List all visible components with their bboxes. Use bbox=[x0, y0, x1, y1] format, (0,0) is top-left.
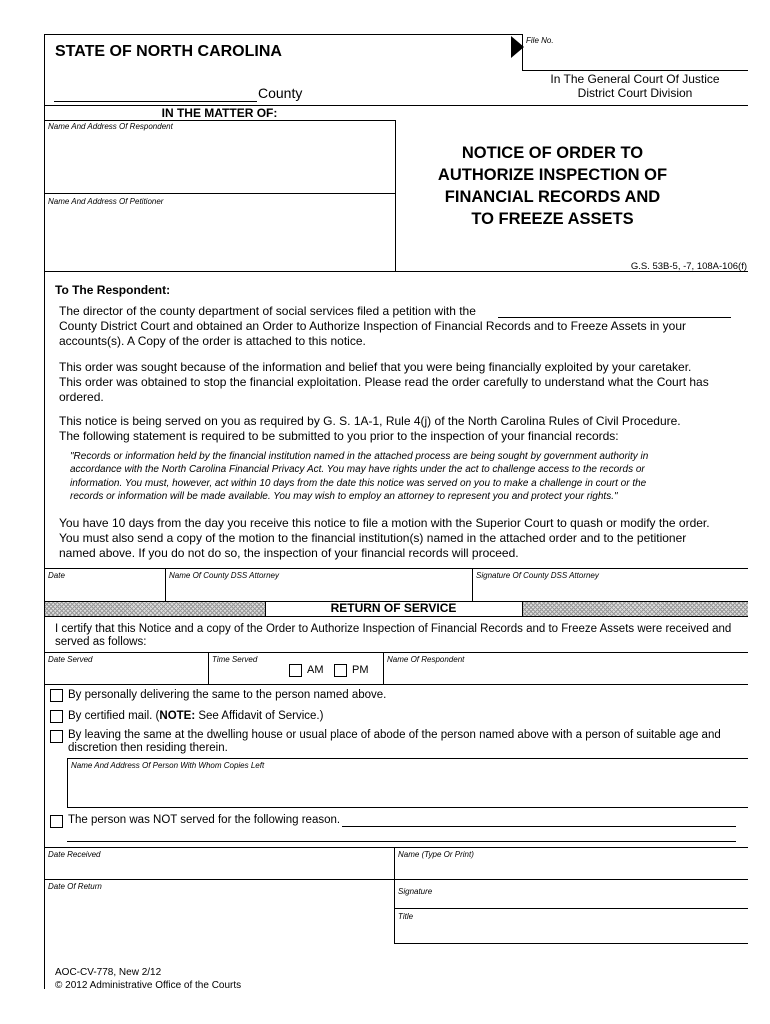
quote-line-3: information. You must, however, act within 10 days from the date this notice was served on you to make a challenge in court or the bbox=[70, 477, 647, 489]
in-the-matter-of: IN THE MATTER OF: bbox=[161, 106, 278, 120]
top-border bbox=[44, 34, 522, 35]
note-label: NOTE: bbox=[159, 710, 196, 722]
quote-line-1: "Records or information held by the financial institution named in the attached process are being sought by government authority in bbox=[70, 451, 649, 462]
name-respondent-field[interactable] bbox=[387, 666, 745, 682]
date-field[interactable] bbox=[48, 582, 162, 599]
p4-line1: You have 10 days from the day you receive this notice to file a motion with the Superior Court to quash or modify the order. bbox=[59, 516, 710, 530]
privacy-quote bbox=[70, 450, 648, 503]
quote-line-4: records or information will be made available. You may wish to employ an attorney to represent you and protect your rights." bbox=[70, 490, 618, 502]
to-respondent: To The Respondent: bbox=[55, 283, 171, 297]
copies-left-field[interactable] bbox=[71, 772, 745, 804]
shade-left bbox=[45, 602, 265, 616]
dss-attorney-name-label: Name Of County DSS Attorney bbox=[169, 571, 279, 580]
county-name-field[interactable] bbox=[498, 303, 731, 317]
quote-line-2: accordance with the North Carolina Financial Privacy Act. You may have rights under the act to challenge access to the records or bbox=[70, 464, 645, 476]
p2-line2: This order was obtained to stop the financial exploitation. Please read the order carefully to understand what the Court has bbox=[59, 375, 709, 389]
dss-attorney-sig-field[interactable] bbox=[476, 582, 746, 599]
return-of-service-heading: RETURN OF SERVICE bbox=[330, 601, 457, 615]
p4-line2: You must also send a copy of the motion to the financial institution(s) named in the attached order and to the petitioner bbox=[59, 531, 687, 545]
state-heading: STATE OF NORTH CAROLINA bbox=[55, 43, 282, 60]
date-return-label: Date Of Return bbox=[48, 882, 102, 891]
title-line-2: AUTHORIZE INSPECTION OF bbox=[437, 166, 668, 184]
abode-line-1: By leaving the same at the dwelling house or usual place of abode of the person named above with a person of suitable age and bbox=[68, 729, 721, 741]
file-no-bottom bbox=[522, 70, 748, 71]
p3-line2: The following statement is required to be submitted to you prior to the inspection of your financial records: bbox=[59, 429, 619, 443]
dss-attorney-name-field[interactable] bbox=[169, 582, 469, 599]
am-label: AM bbox=[307, 664, 324, 676]
p2-line1: This order was sought because of the information and belief that you were being financially exploited by your caretaker. bbox=[59, 360, 692, 374]
time-served-label: Time Served bbox=[212, 655, 258, 664]
date-received-label: Date Received bbox=[48, 850, 101, 859]
not-served-checkbox[interactable] bbox=[50, 815, 63, 828]
bottom-grid-divider bbox=[394, 847, 395, 943]
county-label: County bbox=[258, 85, 303, 101]
file-no-divider bbox=[522, 34, 523, 70]
date-served-label: Date Served bbox=[48, 655, 93, 664]
certify-text bbox=[55, 623, 731, 649]
court-line-1: In The General Court Of Justice bbox=[550, 72, 720, 86]
county-field[interactable] bbox=[54, 84, 257, 101]
p2-line3: ordered. bbox=[59, 390, 104, 404]
certified-mail-label bbox=[68, 710, 323, 722]
certify-line-2: served as follows: bbox=[55, 636, 147, 648]
form-number: AOC-CV-778, New 2/12 bbox=[55, 967, 162, 978]
pm-label: PM bbox=[352, 664, 369, 676]
name-respondent-label: Name Of Respondent bbox=[387, 655, 465, 664]
served-row-bottom bbox=[44, 684, 748, 685]
signature-field[interactable] bbox=[398, 880, 745, 907]
heading-bottom-line bbox=[44, 616, 748, 617]
date-received-field[interactable] bbox=[48, 861, 391, 878]
copies-left-label: Name And Address Of Person With Whom Copies Left bbox=[71, 761, 265, 770]
served-row-top bbox=[44, 652, 748, 653]
statute-ref: G.S. 53B-5, -7, 108A-106(f) bbox=[630, 261, 747, 272]
title-field[interactable] bbox=[398, 922, 745, 941]
time-served-field[interactable] bbox=[212, 666, 287, 682]
heading-divider-right bbox=[522, 602, 523, 616]
name-type-field[interactable] bbox=[398, 861, 745, 878]
left-border bbox=[44, 34, 45, 989]
title-label: Title bbox=[398, 912, 414, 921]
dss-attorney-sig-label: Signature Of County DSS Attorney bbox=[476, 571, 599, 580]
title-line-4: TO FREEZE ASSETS bbox=[471, 210, 634, 228]
p1-line3: accounts(s). A Copy of the order is attached to this notice. bbox=[59, 334, 366, 348]
certify-line-1: I certify that this Notice and a copy of the Order to Authorize Inspection of Financial Records and to Freeze Assets were received and bbox=[55, 623, 732, 635]
am-checkbox[interactable] bbox=[289, 664, 302, 677]
respondent-bottom bbox=[44, 193, 395, 194]
respondent-label: Name And Address Of Respondent bbox=[48, 122, 173, 131]
bottom-grid-top bbox=[44, 847, 748, 848]
respondent-field[interactable] bbox=[48, 133, 392, 191]
title-line-3: FINANCIAL RECORDS AND bbox=[444, 188, 661, 206]
file-no-label: File No. bbox=[526, 36, 554, 45]
bottom-grid-end bbox=[394, 943, 748, 944]
court-name bbox=[500, 72, 770, 100]
signature-label: Signature bbox=[398, 887, 433, 896]
name-type-label: Name (Type Or Print) bbox=[398, 850, 474, 859]
title-line-1: NOTICE OF ORDER TO bbox=[461, 144, 644, 162]
certified-mail-text: By certified mail. ( bbox=[68, 710, 160, 722]
footer bbox=[55, 966, 241, 992]
court-line-2: District Court Division bbox=[577, 86, 693, 100]
form-title bbox=[395, 142, 710, 230]
personal-delivery-label: By personally delivering the same to the person named above. bbox=[68, 689, 387, 701]
not-served-label: The person was NOT served for the following reason. bbox=[68, 814, 341, 826]
sig-divider-1 bbox=[165, 568, 166, 601]
not-served-reason-field[interactable] bbox=[342, 812, 736, 842]
petitioner-field[interactable] bbox=[48, 208, 392, 268]
abode-checkbox[interactable] bbox=[50, 730, 63, 743]
certified-mail-checkbox[interactable] bbox=[50, 710, 63, 723]
county-line bbox=[54, 101, 257, 102]
personal-delivery-checkbox[interactable] bbox=[50, 689, 63, 702]
file-no-field[interactable] bbox=[530, 46, 746, 68]
p3-line1: This notice is being served on you as required by G. S. 1A-1, Rule 4(j) of the North Carolina Rules of Civil Procedure. bbox=[59, 414, 681, 428]
date-label: Date bbox=[48, 571, 65, 580]
body-top-line bbox=[44, 271, 748, 272]
date-return-field[interactable] bbox=[48, 893, 391, 933]
sig-divider-2 bbox=[472, 568, 473, 601]
matter-sub-line bbox=[44, 120, 395, 121]
served-divider-2 bbox=[383, 652, 384, 684]
p1-line1: The director of the county department of social services filed a petition with the bbox=[59, 304, 476, 318]
abode-label bbox=[68, 729, 721, 755]
pm-checkbox[interactable] bbox=[334, 664, 347, 677]
abode-line-2: discretion then residing therein. bbox=[68, 742, 228, 754]
petitioner-label: Name And Address Of Petitioner bbox=[48, 197, 164, 206]
sig-title-divider bbox=[394, 908, 748, 909]
served-divider-1 bbox=[208, 652, 209, 684]
county-name-line bbox=[498, 317, 731, 318]
p1-line2: County District Court and obtained an Order to Authorize Inspection of Financial Records and to Freeze Assets in your bbox=[59, 319, 686, 333]
copyright: © 2012 Administrative Office of the Courts bbox=[55, 980, 242, 991]
p4-line3: named above. If you do not do so, the inspection of your financial records will proceed. bbox=[59, 546, 519, 560]
shade-right bbox=[522, 602, 748, 616]
date-served-field[interactable] bbox=[48, 666, 205, 682]
affidavit-text: See Affidavit of Service.) bbox=[195, 710, 324, 722]
sig-row-top bbox=[44, 568, 748, 569]
